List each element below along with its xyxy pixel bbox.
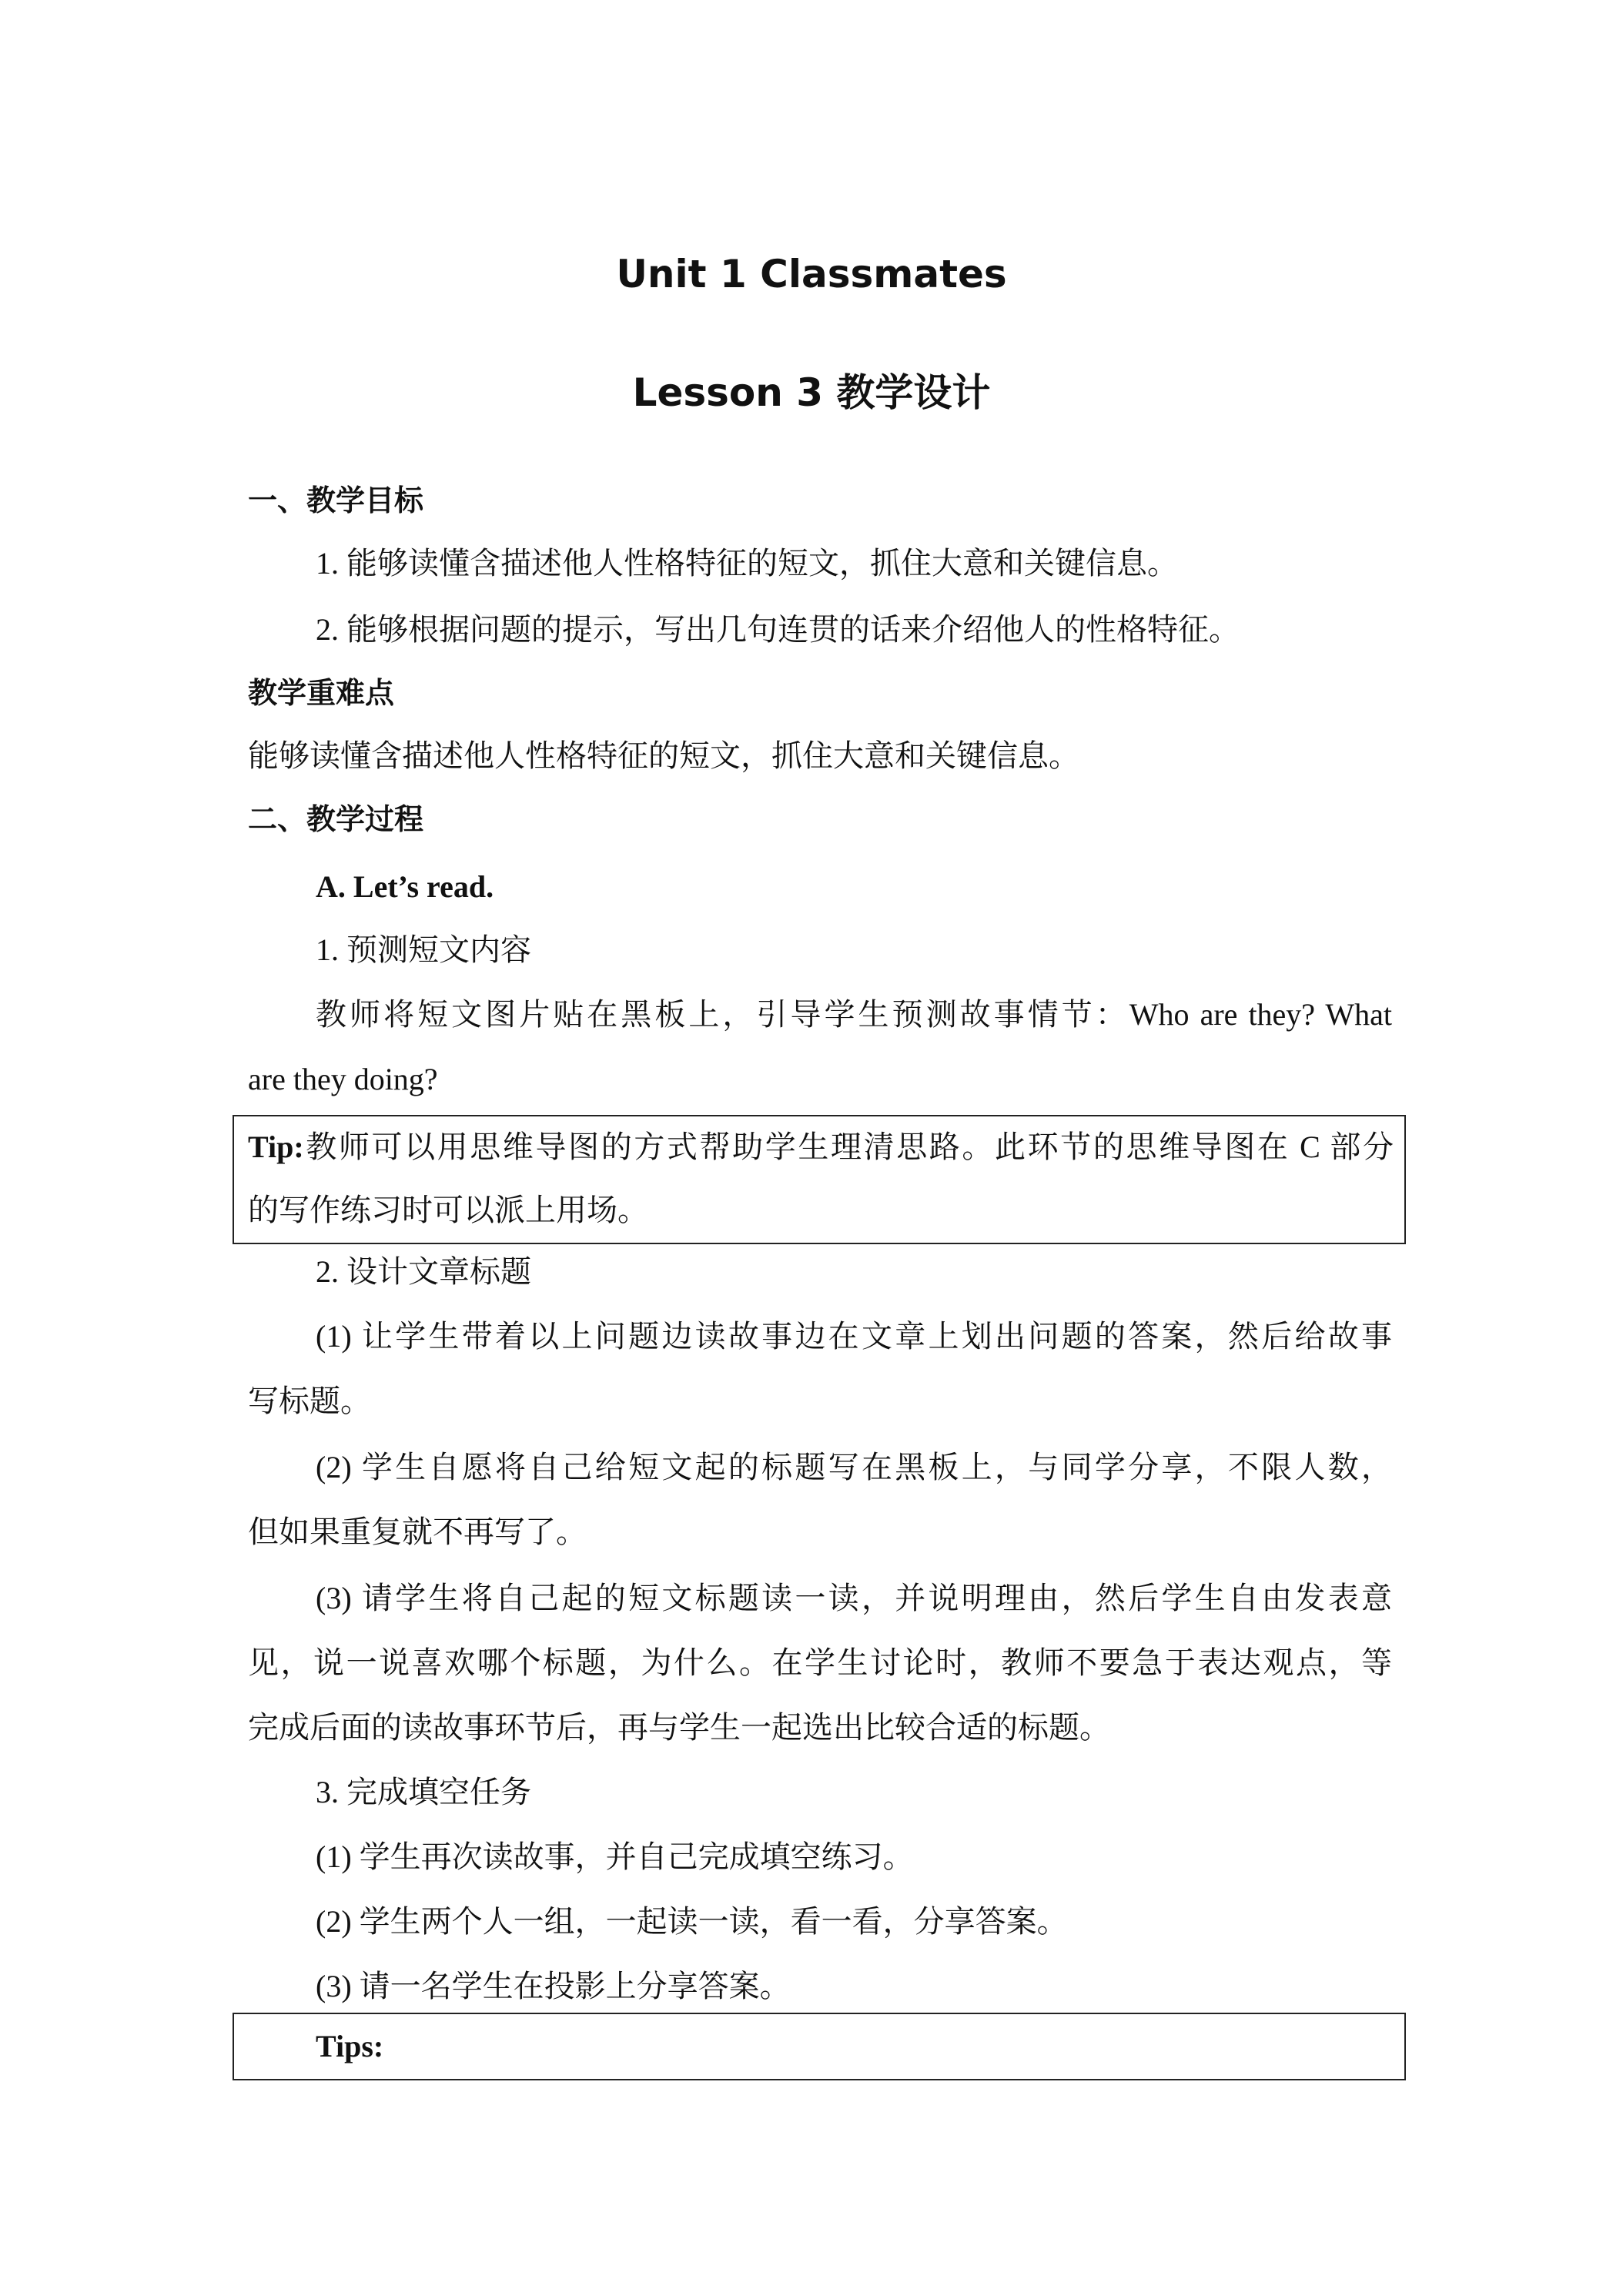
step1-text-line1: 教师将短文图片贴在黑板上，引导学生预测故事情节：Who are they? What <box>316 997 1392 1032</box>
part-a-heading: A. Let’s read. <box>316 869 494 904</box>
step2-title: 2. 设计文章标题 <box>316 1254 531 1289</box>
key-points-text: 能够读懂含描述他人性格特征的短文，抓住大意和关键信息。 <box>248 738 1079 773</box>
section1-heading: 一、教学目标 <box>248 484 424 517</box>
objective-1: 1. 能够读懂含描述他人性格特征的短文，抓住大意和关键信息。 <box>316 546 1178 581</box>
step2-p3-line3: 完成后面的读故事环节后，再与学生一起选出比较合适的标题。 <box>248 1710 1110 1745</box>
objective-2: 2. 能够根据问题的提示，写出几句连贯的话来介绍他人的性格特征。 <box>316 612 1240 647</box>
unit-title: Unit 1 Classmates <box>616 252 1007 296</box>
tips-label: Tips: <box>316 2029 384 2063</box>
step3-title: 3. 完成填空任务 <box>316 1775 531 1809</box>
tips-box <box>233 2013 1406 2080</box>
step3-item-1: (1) 学生再次读故事，并自己完成填空练习。 <box>316 1839 914 1874</box>
tip-text-1: 教师可以用思维导图的方式帮助学生理清思路。此环节的思维导图在 C 部分 <box>303 1130 1394 1164</box>
step1-title: 1. 预测短文内容 <box>316 932 531 967</box>
step2-p3-line1: (3) 请学生将自己起的短文标题读一读，并说明理由，然后学生自由发表意 <box>316 1581 1392 1615</box>
step2-p1-line1: (1) 让学生带着以上问题边读故事边在文章上划出问题的答案，然后给故事 <box>316 1319 1392 1354</box>
section2-heading: 二、教学过程 <box>248 802 424 836</box>
step1-text-line2: are they doing? <box>248 1062 438 1096</box>
step3-item-3: (3) 请一名学生在投影上分享答案。 <box>316 1969 791 2003</box>
lesson-title: Lesson 3 教学设计 <box>632 370 991 415</box>
key-points-heading: 教学重难点 <box>248 676 395 710</box>
tip-box <box>233 1115 1406 1244</box>
step2-p2-line2: 但如果重复就不再写了。 <box>248 1514 587 1549</box>
tip-label: Tip: <box>248 1130 304 1164</box>
step3-item-2: (2) 学生两个人一组，一起读一读，看一看，分享答案。 <box>316 1904 1068 1939</box>
step2-p1-line2: 写标题。 <box>248 1384 371 1418</box>
tip-text-2: 的写作练习时可以派上用场。 <box>248 1193 648 1227</box>
tip-line1 <box>248 1129 1394 1166</box>
step2-p2-line1: (2) 学生自愿将自己给短文起的标题写在黑板上，与同学分享，不限人数， <box>316 1450 1392 1484</box>
step2-p3-line2: 见，说一说喜欢哪个标题，为什么。在学生讨论时，教师不要急于表达观点，等 <box>248 1645 1392 1680</box>
